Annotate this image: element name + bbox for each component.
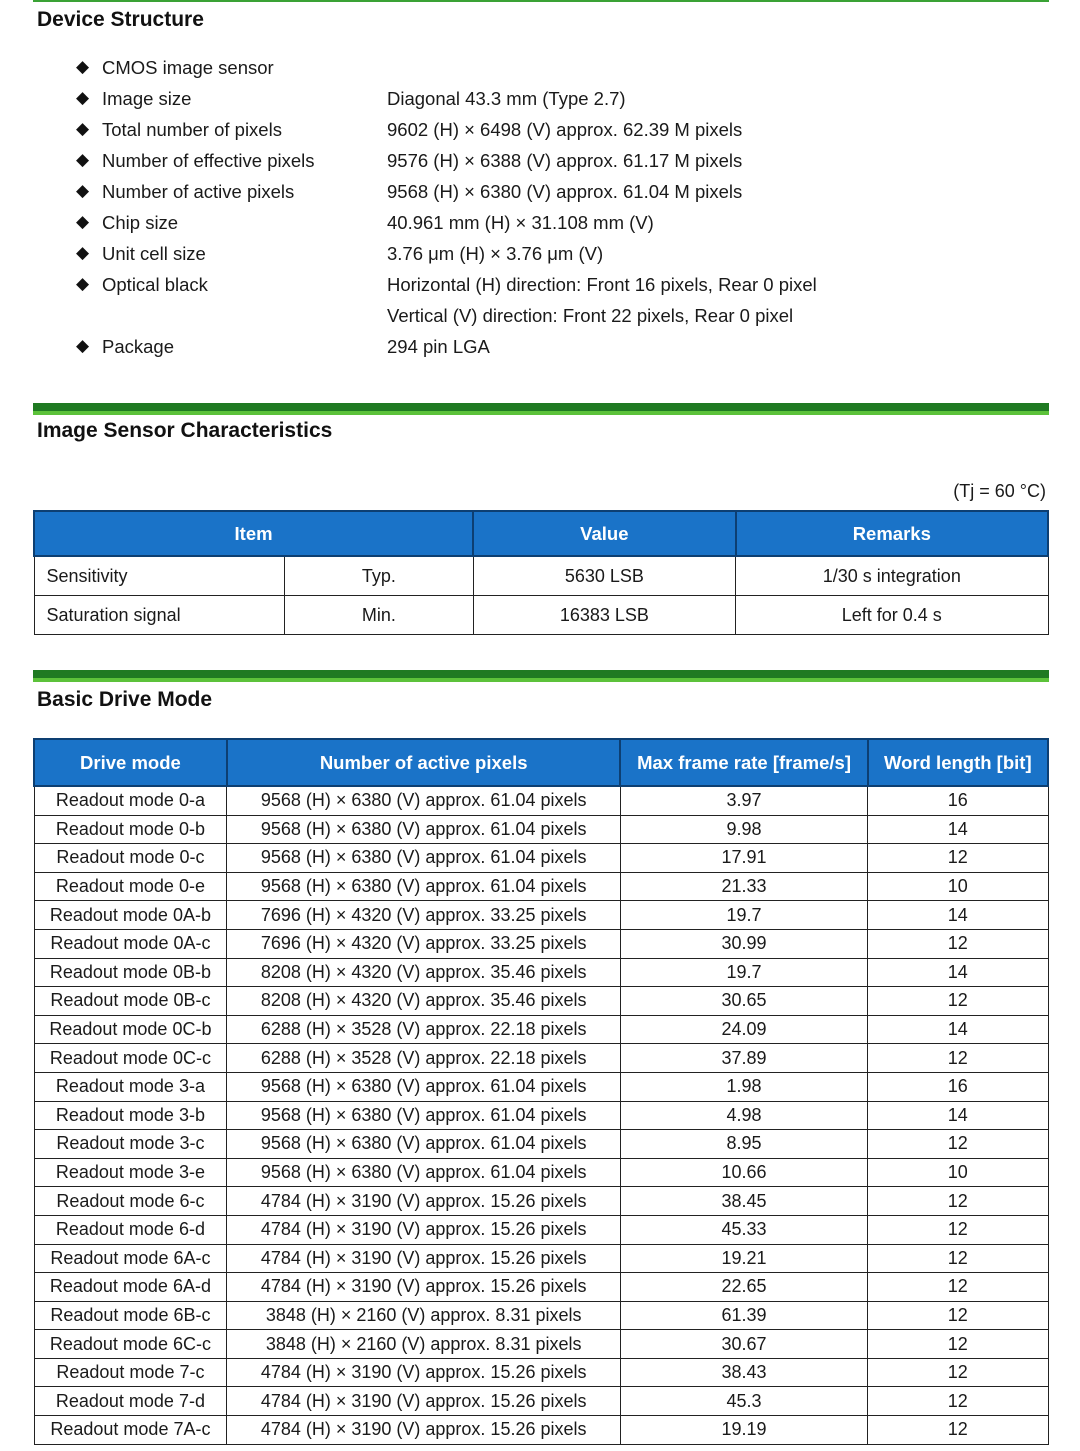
table-cell: Left for 0.4 s (736, 596, 1048, 635)
table-row (34, 929, 1048, 958)
table-cell: 14 (868, 1101, 1048, 1130)
table-cell: 5630 LSB (473, 556, 735, 596)
bullet-icon: ◆ (76, 212, 90, 231)
table-cell: Readout mode 0A-b (34, 901, 227, 930)
table-row (34, 1273, 1048, 1302)
table-cell: 4784 (H) × 3190 (V) approx. 15.26 pixels (227, 1358, 621, 1387)
table-cell: Typ. (285, 556, 473, 596)
table-cell: Readout mode 6B-c (34, 1301, 227, 1330)
table-cell: 12 (868, 1215, 1048, 1244)
table-cell: Readout mode 7-d (34, 1387, 227, 1416)
table-cell: 7696 (H) × 4320 (V) approx. 33.25 pixels (227, 901, 621, 930)
top-divider (33, 0, 1049, 2)
table-cell: 10.66 (620, 1158, 867, 1187)
table-cell: 3848 (H) × 2160 (V) approx. 8.31 pixels (227, 1301, 621, 1330)
table-cell: 12 (868, 1044, 1048, 1073)
spec-value: Diagonal 43.3 mm (Type 2.7) (387, 88, 626, 109)
table-cell: Readout mode 7-c (34, 1358, 227, 1387)
table-row (34, 1044, 1048, 1073)
table-row (34, 1130, 1048, 1159)
table-row (34, 1015, 1048, 1044)
table-row (34, 958, 1048, 987)
table-cell: Readout mode 0-b (34, 815, 227, 844)
table-cell: Saturation signal (34, 596, 285, 635)
spec-row (76, 86, 1036, 117)
spec-label: Package (102, 336, 174, 357)
table-row (34, 1301, 1048, 1330)
table-cell: Readout mode 0B-c (34, 987, 227, 1016)
table-cell: Readout mode 6-d (34, 1215, 227, 1244)
spec-label: Unit cell size (102, 243, 206, 264)
table-cell: Readout mode 6-c (34, 1187, 227, 1216)
column-header: Remarks (736, 511, 1048, 556)
spec-row (76, 179, 1036, 210)
table-cell: 8208 (H) × 4320 (V) approx. 35.46 pixels (227, 958, 621, 987)
table-row (34, 1244, 1048, 1273)
spec-value: Horizontal (H) direction: Front 16 pixels, Rear 0 pixel (387, 274, 817, 295)
column-header: Item (34, 511, 473, 556)
table-cell: 3848 (H) × 2160 (V) approx. 8.31 pixels (227, 1330, 621, 1359)
table-cell: Readout mode 3-a (34, 1072, 227, 1101)
table-cell: 9568 (H) × 6380 (V) approx. 61.04 pixels (227, 1130, 621, 1159)
table-cell: Min. (285, 596, 473, 635)
column-header: Word length [bit] (868, 739, 1048, 786)
bullet-icon: ◆ (76, 243, 90, 262)
table-cell: 9568 (H) × 6380 (V) approx. 61.04 pixels (227, 1158, 621, 1187)
table-cell: 4784 (H) × 3190 (V) approx. 15.26 pixels (227, 1416, 621, 1445)
table-cell: 9568 (H) × 6380 (V) approx. 61.04 pixels (227, 1101, 621, 1130)
table-row (34, 815, 1048, 844)
table-cell: 4784 (H) × 3190 (V) approx. 15.26 pixels (227, 1244, 621, 1273)
table-cell: 10 (868, 872, 1048, 901)
device-structure-title: Device Structure (37, 8, 204, 31)
table-cell: 9568 (H) × 6380 (V) approx. 61.04 pixels (227, 786, 621, 815)
spec-value: Vertical (V) direction: Front 22 pixels, Rear 0 pixel (387, 305, 794, 326)
column-header: Number of active pixels (227, 739, 621, 786)
table-row (34, 1387, 1048, 1416)
table-cell: 12 (868, 1330, 1048, 1359)
spec-value: 40.961 mm (H) × 31.108 mm (V) (387, 212, 654, 233)
table-cell: Readout mode 0B-b (34, 958, 227, 987)
table-row (34, 556, 1048, 596)
table-cell: 19.21 (620, 1244, 867, 1273)
table-cell: Readout mode 0-a (34, 786, 227, 815)
table-row (34, 1072, 1048, 1101)
spec-label: Chip size (102, 212, 179, 233)
table-cell: 19.19 (620, 1416, 867, 1445)
table-cell: 6288 (H) × 3528 (V) approx. 22.18 pixels (227, 1015, 621, 1044)
table-cell: Readout mode 0C-c (34, 1044, 227, 1073)
table-row (34, 901, 1048, 930)
table-cell: 8208 (H) × 4320 (V) approx. 35.46 pixels (227, 987, 621, 1016)
table-cell: 9568 (H) × 6380 (V) approx. 61.04 pixels (227, 844, 621, 873)
table-row (34, 1158, 1048, 1187)
table-cell: 1.98 (620, 1072, 867, 1101)
table-cell: 16 (868, 786, 1048, 815)
table-cell: 12 (868, 844, 1048, 873)
table-cell: 30.99 (620, 929, 867, 958)
table-row (34, 786, 1048, 815)
table-cell: 4784 (H) × 3190 (V) approx. 15.26 pixels (227, 1387, 621, 1416)
table-row (34, 987, 1048, 1016)
table-cell: 14 (868, 901, 1048, 930)
spec-row (76, 334, 1036, 365)
table-row (34, 1330, 1048, 1359)
table-cell: 9.98 (620, 815, 867, 844)
table-cell: 30.67 (620, 1330, 867, 1359)
table-cell: Readout mode 6A-d (34, 1273, 227, 1302)
table-cell: Readout mode 0-e (34, 872, 227, 901)
spec-value: 9568 (H) × 6380 (V) approx. 61.04 M pixels (387, 181, 743, 202)
table-cell: 4784 (H) × 3190 (V) approx. 15.26 pixels (227, 1215, 621, 1244)
table-header-row (34, 511, 1048, 556)
temperature-note: (Tj = 60 °C) (953, 481, 1046, 501)
table-cell: 30.65 (620, 987, 867, 1016)
table-cell: Readout mode 3-e (34, 1158, 227, 1187)
table-row (34, 596, 1048, 635)
table-cell: 4784 (H) × 3190 (V) approx. 15.26 pixels (227, 1273, 621, 1302)
column-header: Value (473, 511, 735, 556)
table-cell: 38.43 (620, 1358, 867, 1387)
spec-row (76, 241, 1036, 272)
spec-row (76, 148, 1036, 179)
table-header-row (34, 739, 1048, 786)
table-cell: Readout mode 6A-c (34, 1244, 227, 1273)
table-cell: 9568 (H) × 6380 (V) approx. 61.04 pixels (227, 815, 621, 844)
spec-label: Image size (102, 88, 192, 109)
spec-value: 9576 (H) × 6388 (V) approx. 61.17 M pixels (387, 150, 743, 171)
table-cell: 12 (868, 1244, 1048, 1273)
bullet-icon: ◆ (76, 274, 90, 293)
table-cell: Sensitivity (34, 556, 285, 596)
table-cell: 4784 (H) × 3190 (V) approx. 15.26 pixels (227, 1187, 621, 1216)
table-cell: 37.89 (620, 1044, 867, 1073)
spec-value: 294 pin LGA (387, 336, 490, 357)
table-cell: 21.33 (620, 872, 867, 901)
table-cell: 22.65 (620, 1273, 867, 1302)
table-cell: 24.09 (620, 1015, 867, 1044)
drive-mode-table (33, 738, 1049, 1445)
table-row (34, 1416, 1048, 1445)
characteristics-table (33, 510, 1049, 635)
table-cell: 7696 (H) × 4320 (V) approx. 33.25 pixels (227, 929, 621, 958)
table-row (34, 872, 1048, 901)
table-cell: 10 (868, 1158, 1048, 1187)
spec-row (76, 210, 1036, 241)
table-cell: 61.39 (620, 1301, 867, 1330)
table-cell: 19.7 (620, 901, 867, 930)
table-cell: 19.7 (620, 958, 867, 987)
spec-value: 9602 (H) × 6498 (V) approx. 62.39 M pixels (387, 119, 743, 140)
bullet-icon: ◆ (76, 181, 90, 200)
table-cell: Readout mode 3-c (34, 1130, 227, 1159)
bullet-icon: ◆ (76, 150, 90, 169)
bullet-icon: ◆ (76, 336, 90, 355)
table-cell: 1/30 s integration (736, 556, 1048, 596)
table-row (34, 844, 1048, 873)
table-cell: 38.45 (620, 1187, 867, 1216)
table-cell: 4.98 (620, 1101, 867, 1130)
table-cell: 8.95 (620, 1130, 867, 1159)
spec-label: Number of effective pixels (102, 150, 315, 171)
table-cell: 6288 (H) × 3528 (V) approx. 22.18 pixels (227, 1044, 621, 1073)
table-cell: 9568 (H) × 6380 (V) approx. 61.04 pixels (227, 872, 621, 901)
table-row (34, 1101, 1048, 1130)
section-divider (33, 403, 1049, 415)
table-cell: Readout mode 0C-b (34, 1015, 227, 1044)
table-cell: Readout mode 0-c (34, 844, 227, 873)
table-cell: 12 (868, 1387, 1048, 1416)
table-cell: Readout mode 7A-c (34, 1416, 227, 1445)
table-cell: 3.97 (620, 786, 867, 815)
table-cell: 14 (868, 815, 1048, 844)
table-cell: Readout mode 3-b (34, 1101, 227, 1130)
table-row (34, 1215, 1048, 1244)
table-cell: 45.3 (620, 1387, 867, 1416)
spec-row (76, 117, 1036, 148)
drive-mode-title: Basic Drive Mode (37, 688, 213, 711)
spec-label: Total number of pixels (102, 119, 282, 140)
table-row (34, 1187, 1048, 1216)
table-cell: 12 (868, 1301, 1048, 1330)
column-header: Drive mode (34, 739, 227, 786)
table-cell: 16383 LSB (473, 596, 735, 635)
table-cell: 12 (868, 1416, 1048, 1445)
table-cell: 14 (868, 958, 1048, 987)
table-cell: 12 (868, 1358, 1048, 1387)
section-divider (33, 670, 1049, 682)
table-cell: Readout mode 0A-c (34, 929, 227, 958)
table-cell: 17.91 (620, 844, 867, 873)
spec-label: Number of active pixels (102, 181, 295, 202)
spec-label: CMOS image sensor (102, 57, 274, 78)
table-cell: 45.33 (620, 1215, 867, 1244)
table-cell: 14 (868, 1015, 1048, 1044)
spec-value: 3.76 μm (H) × 3.76 μm (V) (387, 243, 604, 264)
table-cell: 16 (868, 1072, 1048, 1101)
table-cell: 12 (868, 1187, 1048, 1216)
drive-mode-table-body (34, 786, 1048, 1444)
table-cell: 12 (868, 1130, 1048, 1159)
table-row (34, 1358, 1048, 1387)
spec-row (76, 272, 1036, 303)
table-cell: Readout mode 6C-c (34, 1330, 227, 1359)
spec-row (76, 303, 1036, 334)
bullet-icon: ◆ (76, 57, 90, 76)
table-cell: 12 (868, 929, 1048, 958)
bullet-icon: ◆ (76, 119, 90, 138)
spec-label: Optical black (102, 274, 208, 295)
table-cell: 9568 (H) × 6380 (V) approx. 61.04 pixels (227, 1072, 621, 1101)
column-header: Max frame rate [frame/s] (620, 739, 867, 786)
table-cell: 12 (868, 1273, 1048, 1302)
table-cell: 12 (868, 987, 1048, 1016)
spec-row (76, 55, 1036, 86)
bullet-icon: ◆ (76, 88, 90, 107)
characteristics-title: Image Sensor Characteristics (37, 419, 333, 442)
